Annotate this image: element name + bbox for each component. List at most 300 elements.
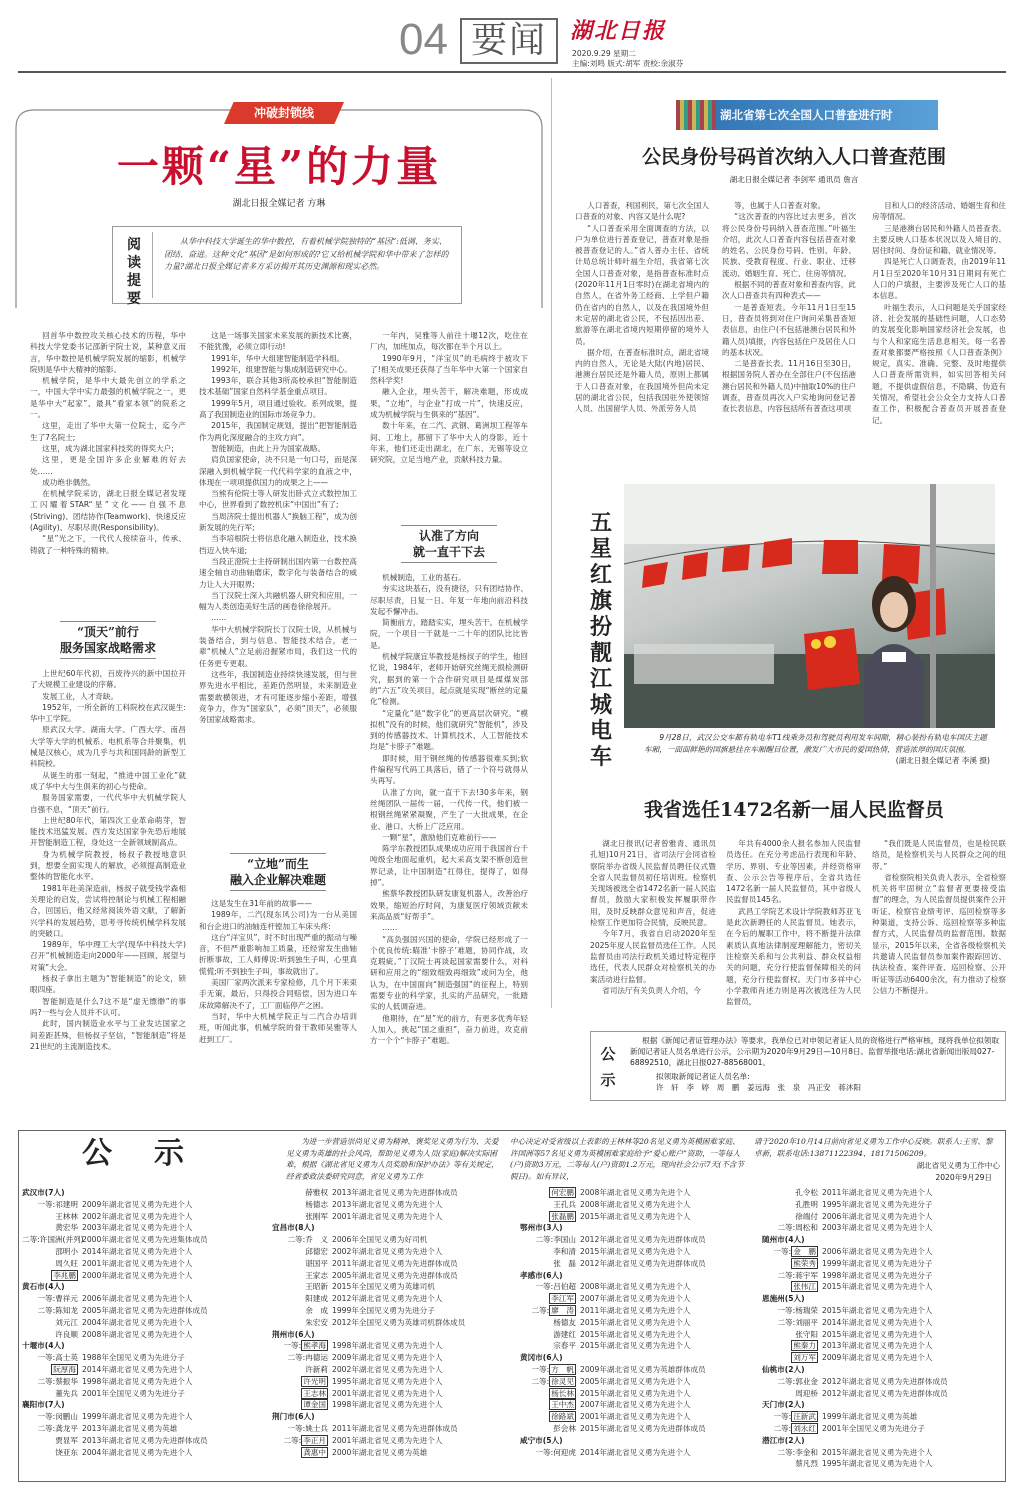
paragraph: 人口普查，利国利民，第七次全国人口普查的对象、内容又是什么呢?: [575, 201, 709, 222]
paragraph: 当丁汉院士深入共融机器人研究和应用，一幅为人类创造美好生活的画卷徐徐展开。: [199, 590, 357, 612]
honor-title: 2000年湖北省见义勇为英雄: [332, 1447, 428, 1457]
name-text: 高士英: [55, 1353, 78, 1363]
honor-title: 2012年湖北省见义勇为先进群体成员: [580, 1258, 706, 1268]
census-headline: 公民身份号码首次纳入人口普查范围: [641, 146, 946, 168]
honoree-name: [762, 1458, 822, 1470]
notice-intro-1: 为进一步营造崇尚见义勇为精神、褒奖见义勇为行为、关爱见义勇为英雄的社会风尚，帮助见义勇为人员(家庭)解决实际困难，根据《湖北省见义勇为人员奖励和保护办法》等有关规定，经省委政法委研究同意，省见义勇为工作: [286, 1137, 499, 1181]
paragraph: 省司法厅有关负责人介绍，今: [602, 985, 701, 995]
supervisor-headline: 我省选任1472名新一届人民监督员: [644, 799, 944, 821]
list-item: [22, 1211, 272, 1223]
name-text: 龚惠中: [303, 1447, 326, 1457]
honoree-name: [272, 1423, 332, 1435]
name-text: 刘丽平: [795, 1317, 818, 1327]
list-region-heading: [520, 1222, 760, 1234]
honoree-name: [22, 1199, 82, 1211]
list-item: [520, 1447, 760, 1459]
paragraph: “我们既是人民监督员，也是检民联络员，是检察机关与人民群众之间的纽带。”: [872, 839, 1006, 871]
list-item: [520, 1364, 760, 1376]
list-item: [762, 1329, 1006, 1341]
honor-title: 2015年湖北省见义勇为先进个人: [580, 1388, 691, 1398]
honor-title: 2012年湖北省见义勇为先进群体成员: [822, 1388, 948, 1398]
honoree-name: [762, 1281, 822, 1293]
list-region-heading: [22, 1340, 272, 1352]
honoree-name: [520, 1187, 580, 1199]
name-text: 杨长林: [551, 1388, 574, 1398]
honor-list-col4: [762, 1187, 1006, 1479]
name-text: 吕伯超: [553, 1282, 576, 1292]
tip-divider: [152, 232, 153, 298]
name-text: 孔胜明: [795, 1199, 818, 1209]
honor-title: 2001年全国见义勇为先进分子: [822, 1423, 925, 1433]
subhead-line: “立地”而生: [247, 857, 309, 871]
grade-label: 一等:: [773, 1412, 792, 1422]
honoree-name: [22, 1293, 82, 1305]
honoree-name: [272, 1258, 332, 1270]
paragraph: 这些年，我国制造业持续快速发展，但与世界先进水平相比，差距仍然明显，未来制造业需要敢横领进，才有可能逐步缩小差距，增强竞争力，作为“国家队”，必须“顶天”，必须服务国家战略需求。: [199, 669, 357, 725]
honoree-name: [22, 1211, 82, 1223]
subhead-1: [30, 624, 186, 656]
name-text: 董先兵: [55, 1388, 78, 1398]
list-item: [520, 1187, 760, 1199]
region-name: 黄石市(4人): [22, 1282, 65, 1292]
grade-label: 一等:: [37, 1353, 56, 1363]
name-text: 蒋宇军: [795, 1270, 818, 1280]
list-item: [22, 1435, 272, 1447]
honor-title: 2002年湖北省见义勇为先进个人: [332, 1246, 443, 1256]
list-region-heading: [272, 1222, 518, 1234]
paragraph: 华中大机械学院院长丁汉院士说，从机械与装备结合，到与信息、智能技术结合，老一辈“机械人”立足前沿握紧市局，我们这一代的任务更专更艰。: [199, 624, 357, 668]
honor-title: 2000年湖北省见义勇为先进个人: [82, 1270, 193, 1280]
notice-small-label: 公示: [600, 1045, 616, 1089]
list-item: [762, 1199, 1006, 1211]
paragraph: 这是发生在31年前的故事——: [211, 899, 312, 908]
name-text: 张伟江: [793, 1282, 816, 1292]
honor-title: 2006年湖北省见义勇为先进个人: [82, 1294, 193, 1304]
paragraph: 融入企业，埋头苦干，解决难题，形成成果，“立地”，与企业“打成一片”，快速反应，成为机械学院与生俱来的“基因”。: [370, 387, 528, 420]
paragraph: 1952年，一所全新的工科院校在武汉诞生:华中工学院。: [30, 702, 186, 724]
paragraph: “定量化”是“数字化”的更高层次研究。“模拟机”没有的时候，他们就研究“智能机”，涉及到的传感器技术、计算机技术、人工智能技术均是“卡脖子”难题。: [370, 708, 528, 752]
name-text: 王昭新: [305, 1282, 328, 1292]
list-item: [520, 1317, 760, 1329]
honoree-name: [762, 1352, 822, 1364]
honoree-name: [762, 1388, 822, 1400]
honor-title: 2008年湖北省见义勇为先进个人: [580, 1188, 691, 1197]
name-text: 许新莉: [305, 1364, 328, 1374]
census-col1: [575, 200, 709, 478]
paragraph: ……: [211, 613, 227, 623]
notice-small-text: 根据《新闻记者证管理办法》等要求，我单位已对申领记者证人员的资格进行严格审核，现将我单位拟领取新闻记者证人员名单进行公示，公示期为2020年9月29日—10月8日。监督举报电话:湖北省新闻出版局027-68892510，湖北日报027-88568001。: [630, 1036, 1000, 1068]
honor-title: 2015年湖北省见义勇为先进个人: [580, 1246, 691, 1256]
grade-label: 一等:: [535, 1282, 554, 1292]
paragraph: 一是普查短表。今年11月1日至15日，普查员将到对住户询问采集普查短表信息，由住户(不包括港澳台居民和外籍人员)填报，内容包括住户及居住人口的基本状况。: [722, 302, 856, 357]
list-item: [762, 1246, 1006, 1258]
honoree-name: [272, 1376, 332, 1388]
honor-title: 2005年湖北省见义勇为先进个人: [580, 1376, 691, 1386]
honor-list-col2: [272, 1187, 518, 1479]
list-item: [272, 1234, 518, 1246]
list-item: [762, 1423, 1006, 1435]
name-text: 王孔兵: [553, 1199, 576, 1209]
list-item: [272, 1399, 518, 1411]
honoree-name: [272, 1293, 332, 1305]
honoree-name: [272, 1281, 332, 1293]
paragraph: 机械学院，是华中大最先创立的学系之一，中国大学中实力最强的机械学院之一，更是华中大“起家”、最具“看家本领”的院系之一。: [30, 376, 186, 420]
name-text: 许国洲(并列): [39, 1235, 84, 1245]
grade-label: 二等:: [535, 1235, 554, 1245]
region-name: 随州市(4人): [762, 1235, 805, 1245]
paragraph: 智能制造，由此上升为国家战略。: [211, 443, 326, 453]
honor-title: 2009年湖北省见义勇为先进个人: [82, 1199, 193, 1209]
honoree-name: [520, 1246, 580, 1258]
region-name: 恩施州(5人): [762, 1294, 805, 1304]
name-text: 李国山: [553, 1235, 576, 1245]
subhead-2: [199, 856, 357, 888]
grade-label: 二等:: [777, 1376, 796, 1386]
page-number: 04: [399, 15, 448, 64]
honor-title: 1999年全国见义勇为先进分子: [332, 1305, 435, 1315]
honoree-name: [520, 1305, 580, 1317]
honoree-name: [22, 1305, 82, 1317]
list-item: [22, 1423, 272, 1435]
paragraph: 这是一场事关国家未来发展的新技术比赛，不能犹豫，必须立即行动!: [199, 331, 357, 352]
name-text: 杨德友: [553, 1317, 576, 1327]
list-item: [272, 1423, 518, 1435]
honoree-name: [272, 1399, 332, 1411]
region-name: 荆州市(6人): [272, 1329, 315, 1339]
list-item: [272, 1376, 518, 1388]
paragraph: 智能制造是什么?这不是“虚无缥缈”的事吗?一些与会人员并不认可。: [30, 996, 186, 1017]
name-text: 孔令松: [795, 1188, 818, 1197]
issue-date: 2020.9.29 星期二: [572, 49, 636, 58]
list-region-heading: [762, 1234, 1006, 1246]
paragraph: 回首华中数控攻关核心技术的历程，华中科技大学党委书记邵新宇院士说，某种意义而言，华中数控是机械学院发展的缩影，机械学院则是华中大精神的缩影。: [30, 331, 186, 374]
list-item: [520, 1329, 760, 1341]
honor-title: 2011年湖北省见义勇为先进群体成员: [332, 1258, 458, 1268]
honoree-name: [22, 1411, 82, 1423]
honoree-name: [272, 1447, 332, 1459]
honor-title: 2009年湖北省见义勇为先进个人: [332, 1353, 443, 1363]
honoree-name: [762, 1258, 822, 1270]
list-item: [22, 1293, 272, 1305]
paragraph: 年共有4000余人报名参加人民监督员选任。在充分考虑品行表现和年龄、学历、界别、专业等因素，并经资格审查、公示公告等程序后，全省共选任1472名新一届人民监督员，其中省级人民监督员145名。: [726, 839, 861, 905]
name-text: 邵明小: [55, 1246, 78, 1256]
name-text: 蔡凡烈: [795, 1459, 818, 1469]
grade-label: 二等:: [531, 1305, 550, 1315]
name-text: 杨德志: [305, 1199, 328, 1209]
list-item: [272, 1246, 518, 1258]
grade-label: 一等:: [37, 1199, 56, 1209]
grade-label: 一等:: [777, 1305, 796, 1315]
list-region-heading: [762, 1293, 1006, 1305]
name-text: 金 鹏: [793, 1246, 816, 1256]
subhead-line: 认准了方向: [418, 529, 479, 543]
list-item: [22, 1199, 272, 1211]
paragraph: 一年内，吴雅等人前往十堰12次，吃住在厂内，加班加点，每次都在半个月以上。: [370, 331, 528, 352]
list-region-heading: [22, 1187, 272, 1199]
name-text: 方 帆: [551, 1364, 574, 1374]
paragraph: “星”光之下，一代代人接续奋斗，传承、铸就了一种特殊的精神。: [30, 534, 186, 555]
name-text: 何迎虎: [553, 1447, 576, 1457]
honor-title: 2008年湖北省见义勇为先进个人: [580, 1282, 691, 1292]
honor-title: 2013年湖北省见义勇为先进个人: [822, 1341, 933, 1351]
honoree-name: [272, 1317, 332, 1329]
name-text: 徐端付: [795, 1211, 818, 1221]
honor-title: 2015年湖北省见义勇为先进个人: [822, 1447, 933, 1457]
region-name: 十堰市(4人): [22, 1341, 65, 1351]
honoree-name: [22, 1222, 82, 1234]
honor-title: 1999年湖北省见义勇为先进个人: [82, 1412, 193, 1422]
honoree-name: [762, 1423, 822, 1435]
paragraph: 机械制造，工业的基石。: [382, 573, 466, 582]
list-region-heading: [762, 1435, 1006, 1447]
supervisor-col1: [590, 838, 716, 1018]
paragraph: 机械学院康宜华教授是杨叔子的学生，他回忆说，1984年，老师开始研究丝绳无损检测研究，据到的第一个合作研究项目是煤煤炭部的“六五”攻关项目，起点就是实现“断丝的定量化”检测。: [370, 652, 528, 707]
name-text: 周松和: [795, 1223, 818, 1233]
paragraph: 杨叔子拿出主题为“智能制造”的论文，锁眼四座。: [30, 974, 186, 995]
paragraph: 简衡前方，踏踏实实，埋头苦干。在机械学院，一个项目一干就是一二十年的团队比比皆是。: [370, 618, 528, 650]
honoree-name: [520, 1388, 580, 1400]
census-col3: [872, 200, 1006, 478]
name-text: 姚士兵: [305, 1423, 328, 1433]
honor-title: 2015年湖北省见义勇为先进个人: [580, 1341, 691, 1351]
name-text: 游建红: [553, 1329, 576, 1339]
grade-label: 二等:: [531, 1376, 550, 1386]
paragraph: 省检察院相关负责人表示，全省检察机关将牢固树立“监督者更要接受监督”的理念，为人民监督员提供案件公开听证、检察官业绩考评、巡回检察等多种渠道，支持公诉、巡回检察等多种监督方式，人民监督员的监督范围。数据显示，2015年以来，全省各级检察机关共邀请人民监督员参加案件跟踪回访、执法检查、案件评查、巡回检察、公开听证等活动6400余次，有力推动了检察公信力不断提升。: [872, 872, 1006, 995]
census-banner-text: 湖北省第七次全国人口普查进行时: [720, 108, 893, 122]
honor-title: 2001年全国见义勇为先进分子: [82, 1388, 185, 1398]
honoree-name: [520, 1399, 580, 1411]
list-item: [22, 1329, 272, 1341]
paragraph: 这里，更是全国许多企业解难的好去处……: [30, 455, 186, 476]
honor-title: 2007年湖北省见义勇为先进个人: [580, 1294, 691, 1304]
honor-title: 1988年全国见义勇为先进分子: [82, 1353, 185, 1363]
section-title: 要闻: [470, 20, 547, 61]
paragraph: 等，也属于人口普查对象。: [734, 201, 826, 210]
grade-label: 一等:: [37, 1412, 56, 1422]
honoree-name: [762, 1329, 822, 1341]
honoree-name: [762, 1246, 822, 1258]
honoree-name: [520, 1199, 580, 1211]
honoree-name: [272, 1234, 332, 1246]
list-item: [22, 1234, 272, 1246]
honor-title: 2013年湖北省见义勇为先进群体成员: [82, 1435, 208, 1445]
paragraph: 1992年，组建智能与集成制造研究中心。: [211, 364, 352, 374]
name-text: 冉德运: [305, 1353, 328, 1363]
paragraph: 服务国家需要，一代代华中大机械学院人自强不息，“顶天”前行。: [30, 793, 186, 814]
paragraph: 二是普查长表。11月16日至30日，根据国务院人普办在全部住户(不包括港澳台居民和外籍人员)中抽取10%的住户调查，普查员再次入户实地询问登记普查长表信息，内容包括所有普查这项项: [722, 359, 856, 414]
paragraph: 上世纪60年代初，百废待兴的新中国拉开了大规模工业建设的序幕。: [30, 669, 186, 690]
honoree-name: [762, 1317, 822, 1329]
paragraph: 四是死亡人口调查表，由2019年11月1日至2020年10月31日期间有死亡人口的户填报，主要涉及死亡人口的基本信息。: [872, 257, 1006, 301]
list-item: [762, 1411, 1006, 1423]
name-text: 刘万军: [793, 1353, 816, 1363]
honor-title: 2015年湖北省见义勇为先进个人: [822, 1282, 933, 1292]
honor-title: 2012年湖北省见义勇为先进群体成员: [822, 1376, 948, 1386]
honor-title: 2009年湖北省见义勇为先进个人: [822, 1353, 933, 1363]
paragraph: 湖北日报讯(记者曾雅青、通讯员孔旭)10月21日，省司法厅会同省检察院举办省级人民监督员聘任仪式暨全省人民监督员初任培训班。检察机关现场被选全省1472名新一届人民监督员，鼓励大家积极发挥履职带作用，及时反映群众意见和声音，促进检察工作更加符合民情，反映民意。: [590, 839, 716, 928]
honoree-name: [272, 1388, 332, 1400]
honor-title: 2014年湖北省见义勇为先进个人: [82, 1364, 193, 1374]
region-name: 鄂州市(3人): [520, 1223, 563, 1233]
name-text: 陈知龙: [55, 1305, 78, 1315]
list-item: [272, 1199, 518, 1211]
region-name: 黄冈市(6人): [520, 1353, 563, 1363]
tram-photo: [624, 484, 995, 728]
name-text: 王中杰: [551, 1400, 574, 1410]
honor-list-col3: [520, 1187, 760, 1479]
name-text: 彭会林: [553, 1423, 576, 1433]
paragraph: 身为机械学院教授，杨叔子教授地意识到，想要全面实现人的解放，必须提高制造业整体的智能化水平。: [30, 849, 186, 882]
paragraph: 原武汉大学、湖南大学、广西大学、南昌大学等大学的机械系、电机系等合并聚集，机械是汉核心，成为几乎与共和国同龄的新型工科院校。: [30, 725, 186, 769]
honor-title: 2011年湖北省见义勇为先进群体成员: [332, 1423, 458, 1433]
list-item: [22, 1447, 272, 1459]
name-text: 郭业金: [795, 1376, 818, 1386]
honoree-name: [272, 1270, 332, 1282]
honor-title: 2001年湖北省见义勇为先进个人: [82, 1258, 193, 1268]
name-text: 张守阳: [795, 1329, 818, 1339]
name-text: 何宏鹏: [551, 1188, 574, 1197]
list-item: [272, 1270, 518, 1282]
notice-date: 2020年9月29日: [935, 1173, 992, 1182]
name-text: 李兆鹏: [53, 1270, 76, 1280]
paragraph: 即时候，用于钢丝绳的传感器很难买到;软件编程写代码工具落后，错了一个符号就得从头再写。: [370, 753, 528, 786]
list-item: [762, 1458, 1006, 1470]
honor-title: 2008年湖北省见义勇为先进个人: [580, 1199, 691, 1209]
name-text: 许光明: [303, 1376, 326, 1386]
list-item: [520, 1293, 760, 1305]
list-item: [272, 1435, 518, 1447]
name-text: 周久旺: [55, 1258, 78, 1268]
honoree-name: [272, 1211, 332, 1223]
list-item: [762, 1222, 1006, 1234]
name-text: 王林林: [55, 1211, 78, 1221]
list-item: [762, 1305, 1006, 1317]
story-kicker: 冲破封锁线: [253, 106, 314, 120]
paragraph: 他期待，在“星”光的前方，有更多优秀年轻人加入，挑起“国之重担”，奋力前进，攻克前方一个个“卡脖子”难题。: [370, 1013, 528, 1046]
name-text: 刘永红: [793, 1423, 816, 1433]
honor-title: 2000年湖北省见义勇为先进集体成员: [82, 1235, 208, 1245]
subhead-line: 就一直干下去: [412, 545, 485, 559]
paragraph: “人口普查采用全面调查的方法，以户为单位进行普查登记，普查对象是指被普查登记的人。”省人普办主任、省统计局总统计师叶福生介绍，我省第七次全国人口普查对象，是指普查标准时点(2020年11月1日零时)在湖北省境内的自然人，在省外务工经商、上学但户籍仍在省内的自然人，以及在我国境外但未定居的湖北省公民，不包括因出差、旅游等在湖北省境内短期停留的境外人员。: [575, 223, 709, 346]
honor-title: 2006年湖北省见义勇为先进个人: [822, 1246, 933, 1256]
region-name: 咸宁市(5人): [520, 1435, 563, 1445]
honor-title: 2001年湖北省见义勇为先进个人: [332, 1435, 443, 1445]
region-name: 天门市(2人): [762, 1400, 805, 1410]
honor-title: 2015年湖北省见义勇为先进个人: [580, 1329, 691, 1339]
region-name: 荆门市(6人): [272, 1412, 315, 1422]
region-name: 宜昌市(8人): [272, 1223, 315, 1233]
paragraph: 一颗“星”，激励他们克难前行——: [382, 832, 497, 842]
name-text: 闵鹏山: [55, 1412, 78, 1422]
honor-title: 1995年湖北省见义勇为先进分子: [822, 1199, 933, 1209]
list-item: [22, 1270, 272, 1282]
honor-title: 2009年湖北省见义勇为英雄群体成员: [580, 1364, 706, 1374]
honor-title: 2003年湖北省见义勇为先进个人: [822, 1223, 933, 1233]
name-text: 曹祥元: [55, 1294, 78, 1304]
photo-caption: 9月28日，武汉公交车都有轨电车T1线乘务员和驾驶员利用发车间隙，精心装扮有轨电车国庆主题车厢，一面面鲜艳的国旗悬挂在车厢醒目位置，激发广大市民的爱国热情，营造浓厚的国庆氛围。: [644, 733, 987, 754]
paragraph: 目和人口的经济活动、婚姻生育和住房等情况。: [872, 201, 1006, 222]
name-text: 贾显军: [55, 1435, 78, 1445]
paragraph: 当周济院士提出机器人“换脑工程”，成为创新发展的先行军;: [199, 511, 357, 533]
honor-title: 1998年湖北省见义勇为先进分子: [822, 1270, 933, 1280]
paragraph: 当段正澄院士主持研制出国内第一台数控高速全轴自动曲轴磨床，数字化与装备结合的威力让人大开眼界;: [199, 556, 357, 589]
paragraph: 1991年，华中大组建智能制造学科组。: [211, 353, 345, 363]
story-col1a: [30, 330, 186, 610]
editors-line: 主编:刘鸣 版式:胡军 责校:余淑芬: [572, 59, 684, 68]
grade-label: 二等:: [37, 1376, 56, 1386]
list-region-heading: [272, 1411, 518, 1423]
list-item: [272, 1364, 518, 1376]
story-col3a: [370, 330, 528, 504]
name-text: 徐灵见: [551, 1376, 574, 1386]
honoree-name: [520, 1234, 580, 1246]
list-item: [22, 1246, 272, 1258]
honoree-name: [762, 1211, 822, 1223]
honoree-name: [520, 1364, 580, 1376]
paragraph: 数十年来，在二汽、武钢、葛洲坝工程等车间、工地上，都留下了华中大人的身影，近十年来，他们还走出湖北，在广东、无锡等设立研究院，立足当地产业，贡献科技力量。: [370, 421, 528, 465]
list-item: [520, 1423, 760, 1435]
honoree-name: [272, 1187, 332, 1199]
honoree-name: [272, 1199, 332, 1211]
honor-title: 2001年湖北省见义勇为先进个人: [580, 1412, 691, 1422]
name-text: 阮厚海: [53, 1364, 76, 1374]
paper-logo: 湖北日报: [570, 18, 667, 44]
list-item: [272, 1340, 518, 1352]
honor-title: 2001年湖北省见义勇为先进个人: [332, 1211, 443, 1221]
name-text: 张磊鹏: [551, 1211, 574, 1221]
subhead-line: 融入企业解决难题: [229, 873, 326, 887]
paragraph: 2015年，我国制定规划，提出“把智能制造作为两化深度融合的主攻方向”。: [199, 421, 357, 442]
list-region-heading: [22, 1281, 272, 1293]
paragraph: 1981年赴美深造前，杨叔子就受钱学森相关理论的启发，尝试将控制论与机械工程相融合，回国后，他又经常阅读外语文献，了解新兴学科的发展趋势，思考寻传统机械学科发展的突破口。: [30, 883, 186, 938]
masthead: [0, 0, 1024, 78]
honoree-name: [520, 1211, 580, 1223]
honor-title: 2015年湖北省见义勇为先进个人: [822, 1329, 933, 1339]
region-name: 潜江市(2人): [762, 1435, 805, 1445]
grade-label: 二等:: [22, 1235, 40, 1245]
notice-small-names-label: 拟领取新闻记者证人员名单:: [656, 1072, 750, 1081]
notice-small-names: 许 轩 李 婷 周 鹏 姜远海 张 泉 冯正安 蒋沐阳: [656, 1083, 862, 1092]
list-item: [22, 1364, 272, 1376]
honoree-name: [22, 1329, 82, 1341]
story-col2b: [199, 898, 357, 1044]
honoree-name: [762, 1199, 822, 1211]
supervisor-col3: [872, 838, 1006, 1018]
honoree-name: [272, 1435, 332, 1447]
honoree-name: [22, 1423, 82, 1435]
list-region-heading: [520, 1435, 760, 1447]
vertical-divider: [551, 78, 552, 1008]
paragraph: 发展工业，人才奇缺。: [42, 691, 119, 701]
grade-label: 一等:: [37, 1294, 56, 1304]
paragraph: 今年7月，我省自启动2020年至2025年度人民监督员选任工作。人民监督员由司法行政机关通过特定程序选任，代表人民群众对检察机关的办案活动进行监督。: [590, 929, 716, 984]
honoree-name: [520, 1329, 580, 1341]
name-text: 张刚军: [305, 1211, 328, 1221]
honoree-name: [520, 1376, 580, 1388]
list-item: [520, 1411, 760, 1423]
list-item: [22, 1222, 272, 1234]
honoree-name: [762, 1411, 822, 1423]
grade-label: 二等:: [287, 1353, 306, 1363]
paragraph: ……: [382, 923, 398, 933]
grade-label: 一等:: [531, 1364, 550, 1374]
honor-title: 1999年湖北省见义勇为先进分子: [822, 1258, 933, 1268]
honoree-name: [22, 1376, 82, 1388]
paragraph: 1989年，华中理工大学(现华中科技大学)召开“机械制造走向2000年——回顾、展望与对策”大会。: [30, 940, 186, 972]
honor-title: 2015年湖北省见义勇为先进个人: [580, 1317, 691, 1327]
name-text: 许良顺: [55, 1329, 78, 1339]
story-col1b: [30, 668, 186, 1051]
